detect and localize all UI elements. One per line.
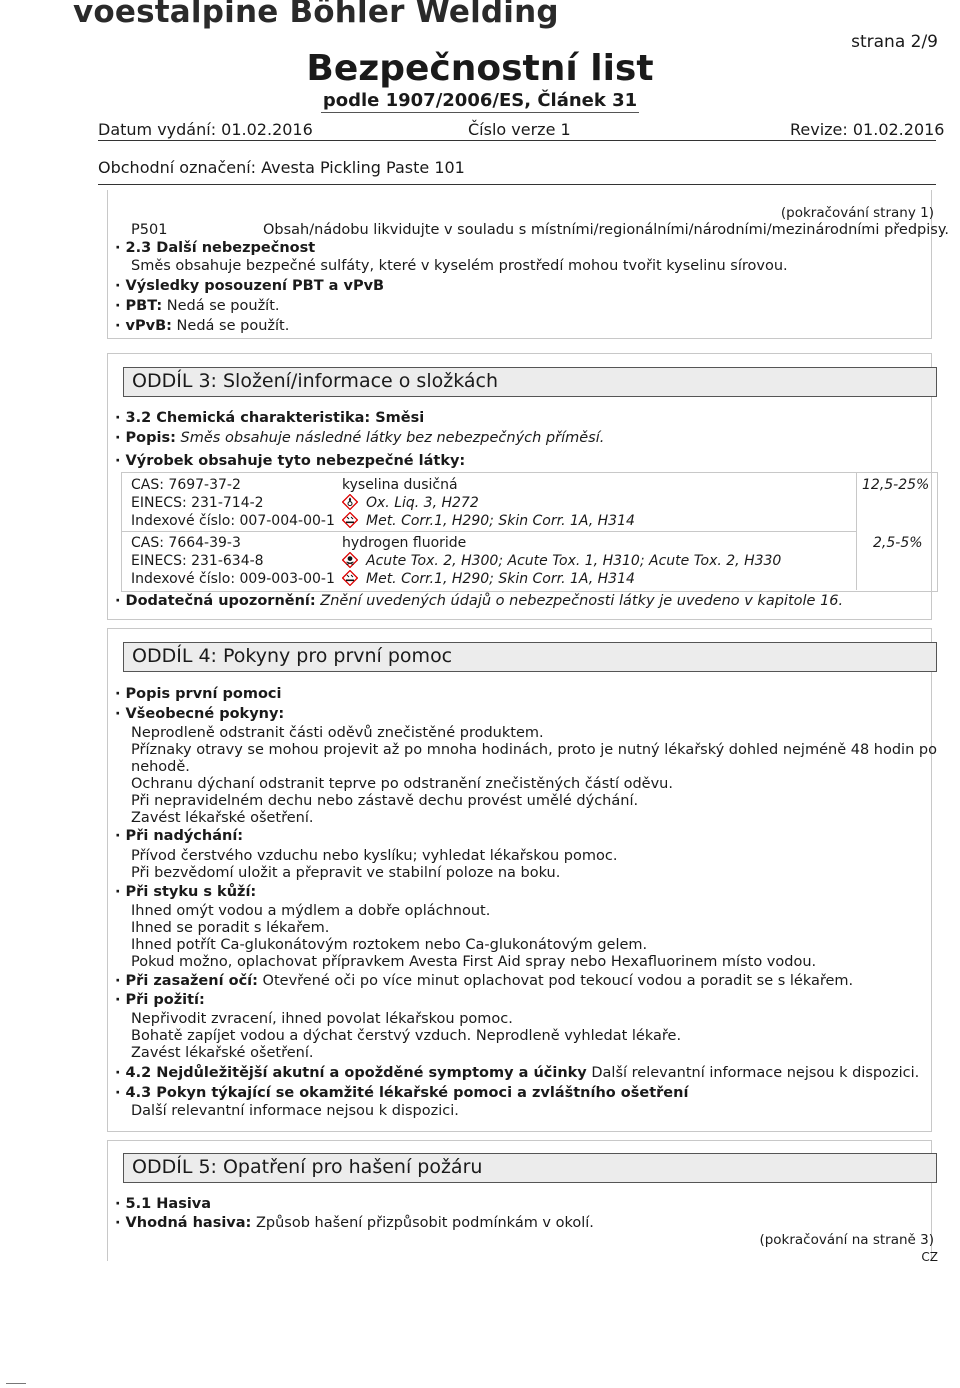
suitable-media-text: Způsob hašení přizpůsobit podmínkám v okolí. (251, 1215, 594, 1231)
flame-over-circle-icon (342, 494, 358, 510)
inhalation-heading: · Při nadýchání: (115, 828, 244, 844)
section-3-2-heading: · 3.2 Chemická charakteristika: Směsi (115, 410, 425, 426)
section-2-3-text: Směs obsahuje bezpečné sulfáty, které v kyselém prostředí mohou tvořit kyselinu sírovou. (131, 258, 788, 274)
popis-text: Směs obsahuje následné látky bez nebezpečných příměsí. (175, 430, 605, 446)
section-5-bar (123, 1153, 937, 1183)
pbt-heading: · Výsledky posouzení PBT a vPvB (115, 278, 385, 294)
row1-concentration: 12,5-25% (862, 477, 930, 493)
pbt-value: Nedá se použít. (162, 298, 280, 314)
first-aid-description-heading: · Popis první pomoci (115, 686, 282, 702)
brand-logo: voestalpine Böhler Welding (73, 0, 559, 30)
general-instructions-heading: · Všeobecné pokyny: (115, 706, 285, 722)
document-title: Bezpečnostní list (306, 48, 654, 89)
row2-name: hydrogen fluoride (342, 535, 467, 551)
row1-index: Indexové číslo: 007-004-00-1 (131, 513, 335, 529)
vpvb-line (115, 318, 289, 335)
pbt-line (115, 298, 280, 315)
ingestion-heading: · Při požití: (115, 992, 205, 1008)
section-4-3-heading: · 4.3 Pokyn týkající se okamžité lékařské pomoci a zvláštního ošetření (115, 1085, 689, 1101)
eye-contact-label: · Při zasažení očí: (115, 973, 258, 989)
general-line-5: Zavést lékařské ošetření. (131, 810, 314, 826)
skin-line-3: Ihned potřít Ca-glukonátovým roztokem nebo Ca-glukonátovým gelem. (131, 937, 648, 953)
additional-notes-line (115, 593, 843, 610)
section-3-bar (123, 367, 937, 397)
suitable-media-label: · Vhodná hasiva: (115, 1215, 252, 1231)
row1-einecs: EINECS: 231-714-2 (131, 495, 264, 511)
eye-contact-line (115, 973, 853, 990)
section-2-3-heading: · 2.3 Další nebezpečnost (115, 240, 316, 256)
general-line-4: Při nepravidelném dechu nebo zástavě dechu provést umělé dýchání. (131, 793, 639, 809)
row1-cas: CAS: 7697-37-2 (131, 477, 241, 493)
skull-icon (342, 552, 358, 568)
general-line-2: Příznaky otravy se mohou projevit až po mnoha hodinách, proto je nutný lékařský dohled nejméně 48 hodin po (131, 742, 937, 758)
general-line-3: Ochranu dýchaní odstranit teprve po odstranění znečistěných částí oděvu. (131, 776, 673, 792)
section-5-title: ODDÍL 5: Opatření pro hašení požáru (132, 1156, 483, 1178)
section-4-2-line (115, 1065, 919, 1082)
page-number: strana 2/9 (851, 32, 938, 52)
popis-line (115, 430, 604, 447)
hazardous-substances-heading: · Výrobek obsahuje tyto nebezpečné látky: (115, 453, 466, 469)
revision-date: Revize: 01.02.2016 (790, 120, 945, 139)
section-4-3-text: Další relevantní informace nejsou k dispozici. (131, 1103, 459, 1119)
section-4-2-text: Další relevantní informace nejsou k dispozici. (586, 1065, 920, 1081)
vpvb-value: Nedá se použít. (171, 318, 290, 334)
row2-index: Indexové číslo: 009-003-00-1 (131, 571, 335, 587)
general-line-1: Neprodleně odstranit části oděvů znečistěné produktem. (131, 725, 544, 741)
footer-mark (6, 1383, 26, 1384)
section-4-2-heading: · 4.2 Nejdůležitější akutní a opožděné symptomy a účinky (115, 1065, 587, 1081)
skin-contact-heading: · Při styku s kůží: (115, 884, 257, 900)
corrosion-icon (342, 512, 358, 528)
corrosion-icon (342, 570, 358, 586)
section-5-1-heading: · 5.1 Hasiva (115, 1196, 212, 1212)
header-rule (98, 140, 936, 141)
skin-line-2: Ihned se poradit s lékařem. (131, 920, 330, 936)
row2-concentration: 2,5-5% (873, 535, 923, 551)
ingestion-line-2: Bohatě zapíjet vodou a dýchat čerstvý vzduch. Neprodleně vyhledat lékaře. (131, 1028, 682, 1044)
continued-on-note: (pokračování na straně 3) (759, 1232, 934, 1248)
eye-contact-text: Otevřené oči po více minut oplachovat pod tekoucí vodou a poradit se s lékařem. (257, 973, 854, 989)
row1-class2: Met. Corr.1, H290; Skin Corr. 1A, H314 (366, 513, 635, 529)
row1-class1: Ox. Liq. 3, H272 (366, 495, 479, 511)
regulation-reference: podle 1907/2006/ES, Článek 31 (322, 90, 638, 111)
general-line-2b: nehodě. (131, 759, 190, 775)
table-column-divider (856, 472, 857, 590)
document-subtitle (0, 90, 960, 111)
trade-name: Obchodní označení: Avesta Pickling Paste 101 (98, 158, 465, 177)
row2-einecs: EINECS: 231-634-8 (131, 553, 264, 569)
header-rule-bottom (98, 184, 936, 185)
section-3-title: ODDÍL 3: Složení/informace o složkách (132, 370, 499, 392)
skin-line-4: Pokud možno, oplachovat přípravkem Avesta First Aid spray nebo Hexafluorinem místo vodou. (131, 954, 817, 970)
version-number: Číslo verze 1 (468, 120, 571, 139)
row1-name: kyselina dusičná (342, 477, 458, 493)
popis-label: · Popis: (115, 430, 176, 446)
p501-code: P501 (131, 222, 168, 238)
table-row-divider (121, 531, 856, 532)
issue-date: Datum vydání: 01.02.2016 (98, 120, 313, 139)
suitable-media-line (115, 1215, 594, 1232)
pbt-label: · PBT: (115, 298, 163, 314)
skin-line-1: Ihned omýt vodou a mýdlem a dobře opláchnout. (131, 903, 491, 919)
inhalation-line-1: Přívod čerstvého vzduchu nebo kyslíku; vyhledat lékařskou pomoc. (131, 848, 618, 864)
language-code: CZ (921, 1250, 938, 1264)
additional-notes-text: Znění uvedených údajů o nebezpečnosti látky je uvedeno v kapitole 16. (315, 593, 844, 609)
row2-class2: Met. Corr.1, H290; Skin Corr. 1A, H314 (366, 571, 635, 587)
vpvb-label: · vPvB: (115, 318, 172, 334)
additional-notes-label: · Dodatečná upozornění: (115, 593, 316, 609)
ingestion-line-3: Zavést lékařské ošetření. (131, 1045, 314, 1061)
section-4-bar (123, 642, 937, 672)
inhalation-line-2: Při bezvědomí uložit a přepravit ve stabilní poloze na boku. (131, 865, 561, 881)
section-4-title: ODDÍL 4: Pokyny pro první pomoc (132, 645, 453, 667)
continued-from-note: (pokračování strany 1) (780, 205, 934, 221)
ingestion-line-1: Nepřivodit zvracení, ihned povolat lékařskou pomoc. (131, 1011, 513, 1027)
p501-text: Obsah/nádobu likvidujte v souladu s místními/regionálními/národními/mezinárodními předpisy. (263, 222, 949, 238)
row2-class1: Acute Tox. 2, H300; Acute Tox. 1, H310; Acute Tox. 2, H330 (366, 553, 782, 569)
row2-cas: CAS: 7664-39-3 (131, 535, 241, 551)
